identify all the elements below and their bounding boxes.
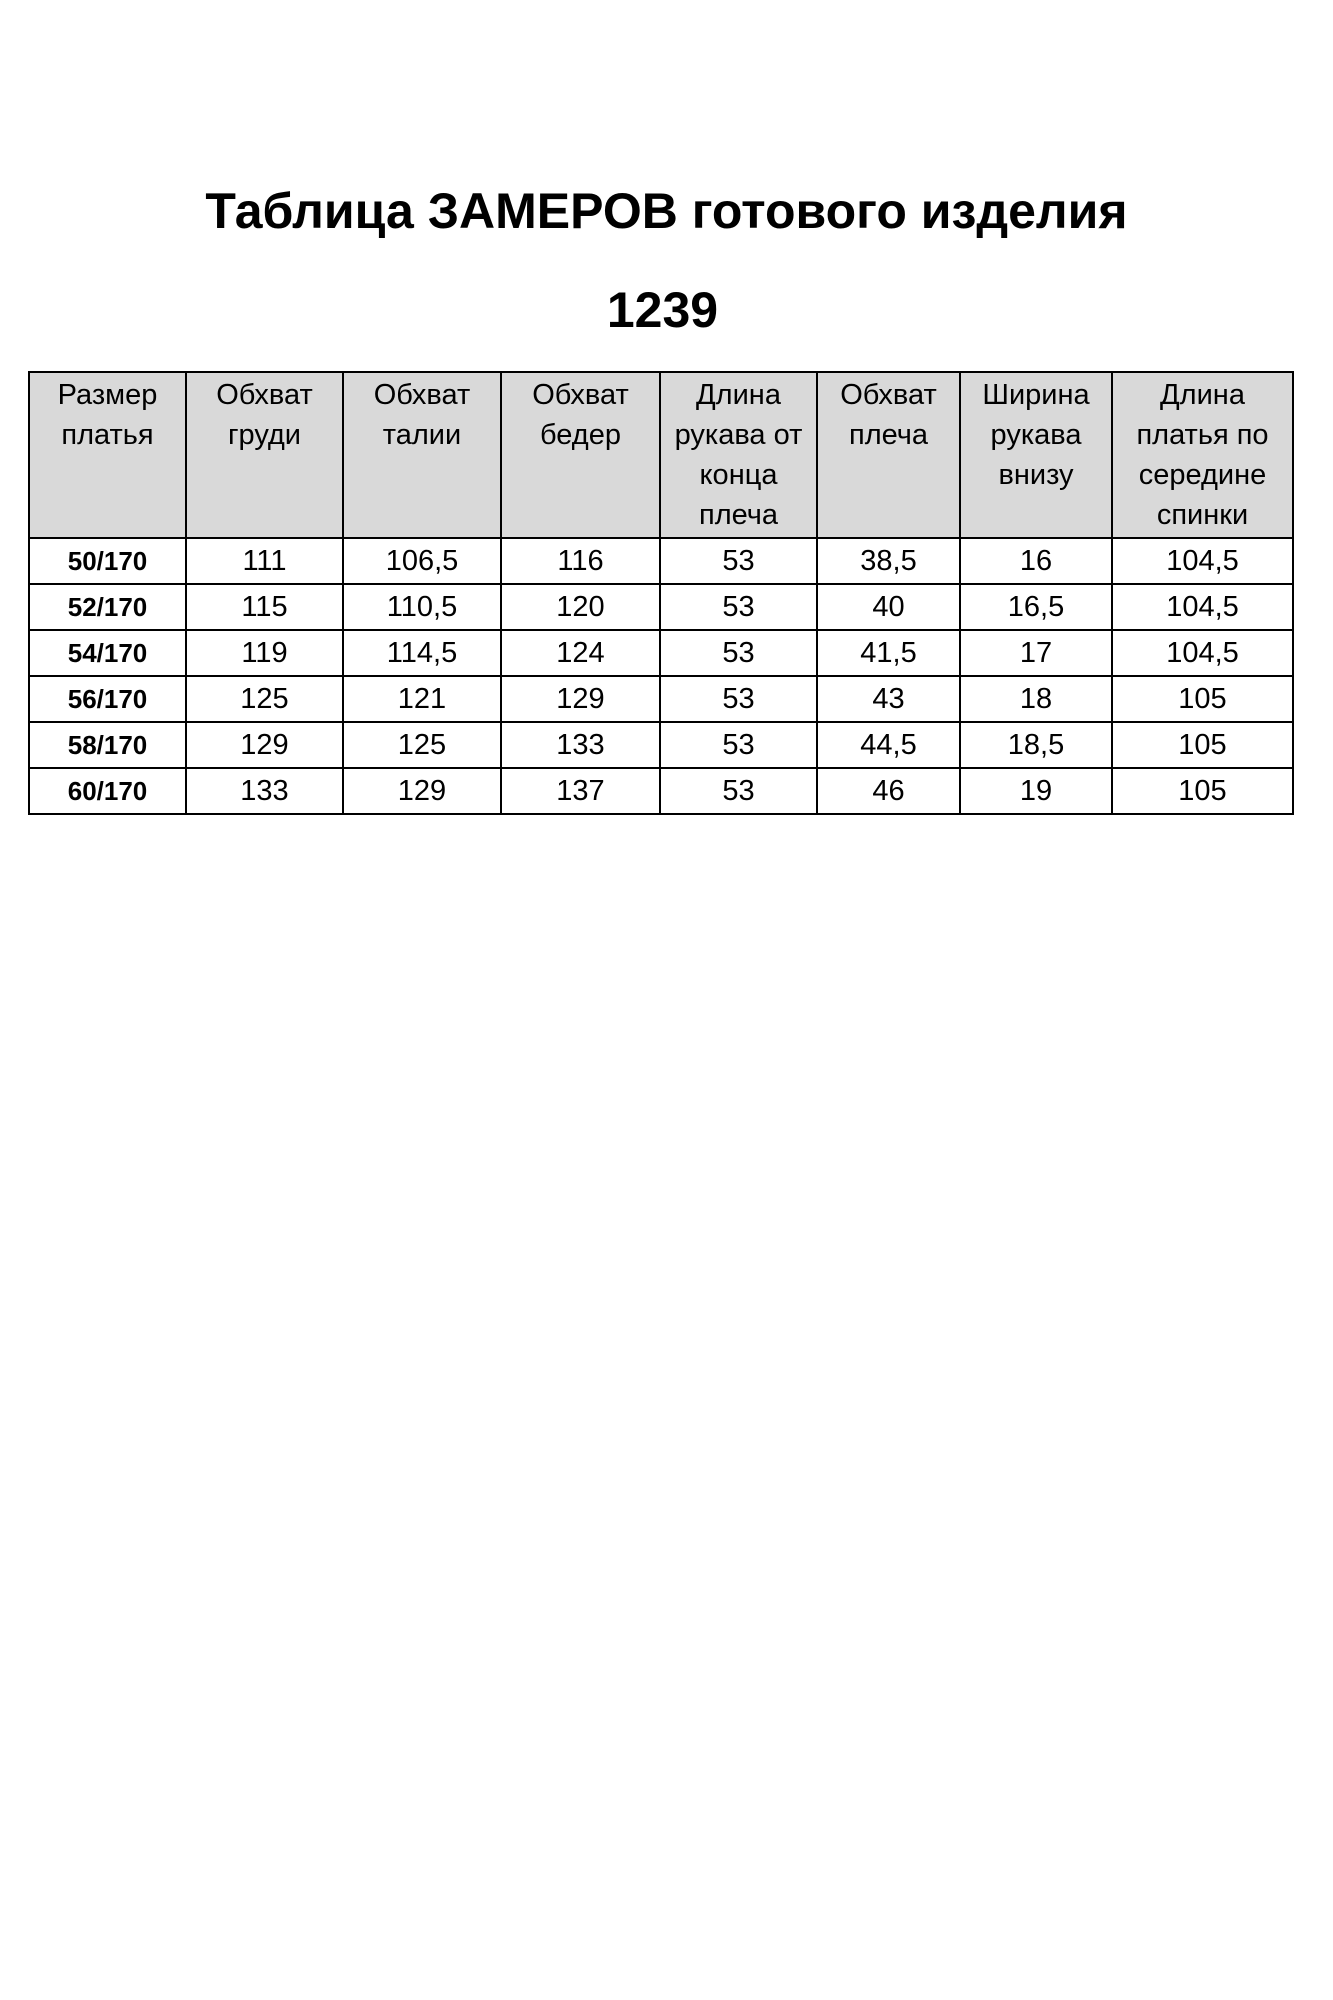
cell-waist: 106,5 — [343, 538, 501, 584]
cell-size: 56/170 — [29, 676, 186, 722]
header-bust-girth: Обхват груди — [186, 372, 343, 538]
table-row — [29, 676, 1293, 722]
cell-sleeve-length: 53 — [660, 676, 817, 722]
header-sleeve-length: Длина рукава от конца плеча — [660, 372, 817, 538]
cell-sleeve-width: 16,5 — [960, 584, 1112, 630]
cell-bust: 115 — [186, 584, 343, 630]
cell-hips: 124 — [501, 630, 660, 676]
header-dress-length: Длина платья по середине спинки — [1112, 372, 1293, 538]
cell-sleeve-length: 53 — [660, 722, 817, 768]
table-row — [29, 630, 1293, 676]
header-sleeve-width: Ширина рукава внизу — [960, 372, 1112, 538]
cell-waist: 110,5 — [343, 584, 501, 630]
cell-hips: 120 — [501, 584, 660, 630]
table-row — [29, 768, 1293, 814]
table-row — [29, 538, 1293, 584]
table-row — [29, 584, 1293, 630]
cell-size: 50/170 — [29, 538, 186, 584]
cell-shoulder: 46 — [817, 768, 960, 814]
cell-hips: 116 — [501, 538, 660, 584]
cell-sleeve-width: 17 — [960, 630, 1112, 676]
cell-sleeve-width: 19 — [960, 768, 1112, 814]
header-hip-girth: Обхват бедер — [501, 372, 660, 538]
cell-dress-length: 105 — [1112, 676, 1293, 722]
cell-dress-length: 104,5 — [1112, 630, 1293, 676]
cell-dress-length: 104,5 — [1112, 584, 1293, 630]
cell-bust: 111 — [186, 538, 343, 584]
table-row — [29, 722, 1293, 768]
cell-sleeve-width: 18,5 — [960, 722, 1112, 768]
document-title: Таблица ЗАМЕРОВ готового изделия — [205, 183, 1128, 239]
cell-sleeve-length: 53 — [660, 630, 817, 676]
cell-shoulder: 38,5 — [817, 538, 960, 584]
cell-waist: 114,5 — [343, 630, 501, 676]
cell-sleeve-length: 53 — [660, 768, 817, 814]
cell-sleeve-width: 16 — [960, 538, 1112, 584]
cell-shoulder: 41,5 — [817, 630, 960, 676]
header-dress-size: Размер платья — [29, 372, 186, 538]
cell-dress-length: 105 — [1112, 768, 1293, 814]
cell-bust: 133 — [186, 768, 343, 814]
cell-bust: 125 — [186, 676, 343, 722]
cell-hips: 133 — [501, 722, 660, 768]
cell-shoulder: 40 — [817, 584, 960, 630]
cell-bust: 129 — [186, 722, 343, 768]
cell-size: 52/170 — [29, 584, 186, 630]
cell-sleeve-length: 53 — [660, 584, 817, 630]
cell-dress-length: 105 — [1112, 722, 1293, 768]
cell-size: 54/170 — [29, 630, 186, 676]
cell-sleeve-width: 18 — [960, 676, 1112, 722]
header-waist-girth: Обхват талии — [343, 372, 501, 538]
header-shoulder-girth: Обхват плеча — [817, 372, 960, 538]
table-header-row — [29, 372, 1293, 538]
cell-waist: 121 — [343, 676, 501, 722]
measurements-table — [28, 371, 1294, 815]
cell-dress-length: 104,5 — [1112, 538, 1293, 584]
cell-size: 58/170 — [29, 722, 186, 768]
cell-size: 60/170 — [29, 768, 186, 814]
cell-bust: 119 — [186, 630, 343, 676]
cell-waist: 125 — [343, 722, 501, 768]
cell-shoulder: 44,5 — [817, 722, 960, 768]
model-number: 1239 — [606, 282, 719, 338]
cell-shoulder: 43 — [817, 676, 960, 722]
cell-waist: 129 — [343, 768, 501, 814]
cell-hips: 129 — [501, 676, 660, 722]
cell-hips: 137 — [501, 768, 660, 814]
cell-sleeve-length: 53 — [660, 538, 817, 584]
